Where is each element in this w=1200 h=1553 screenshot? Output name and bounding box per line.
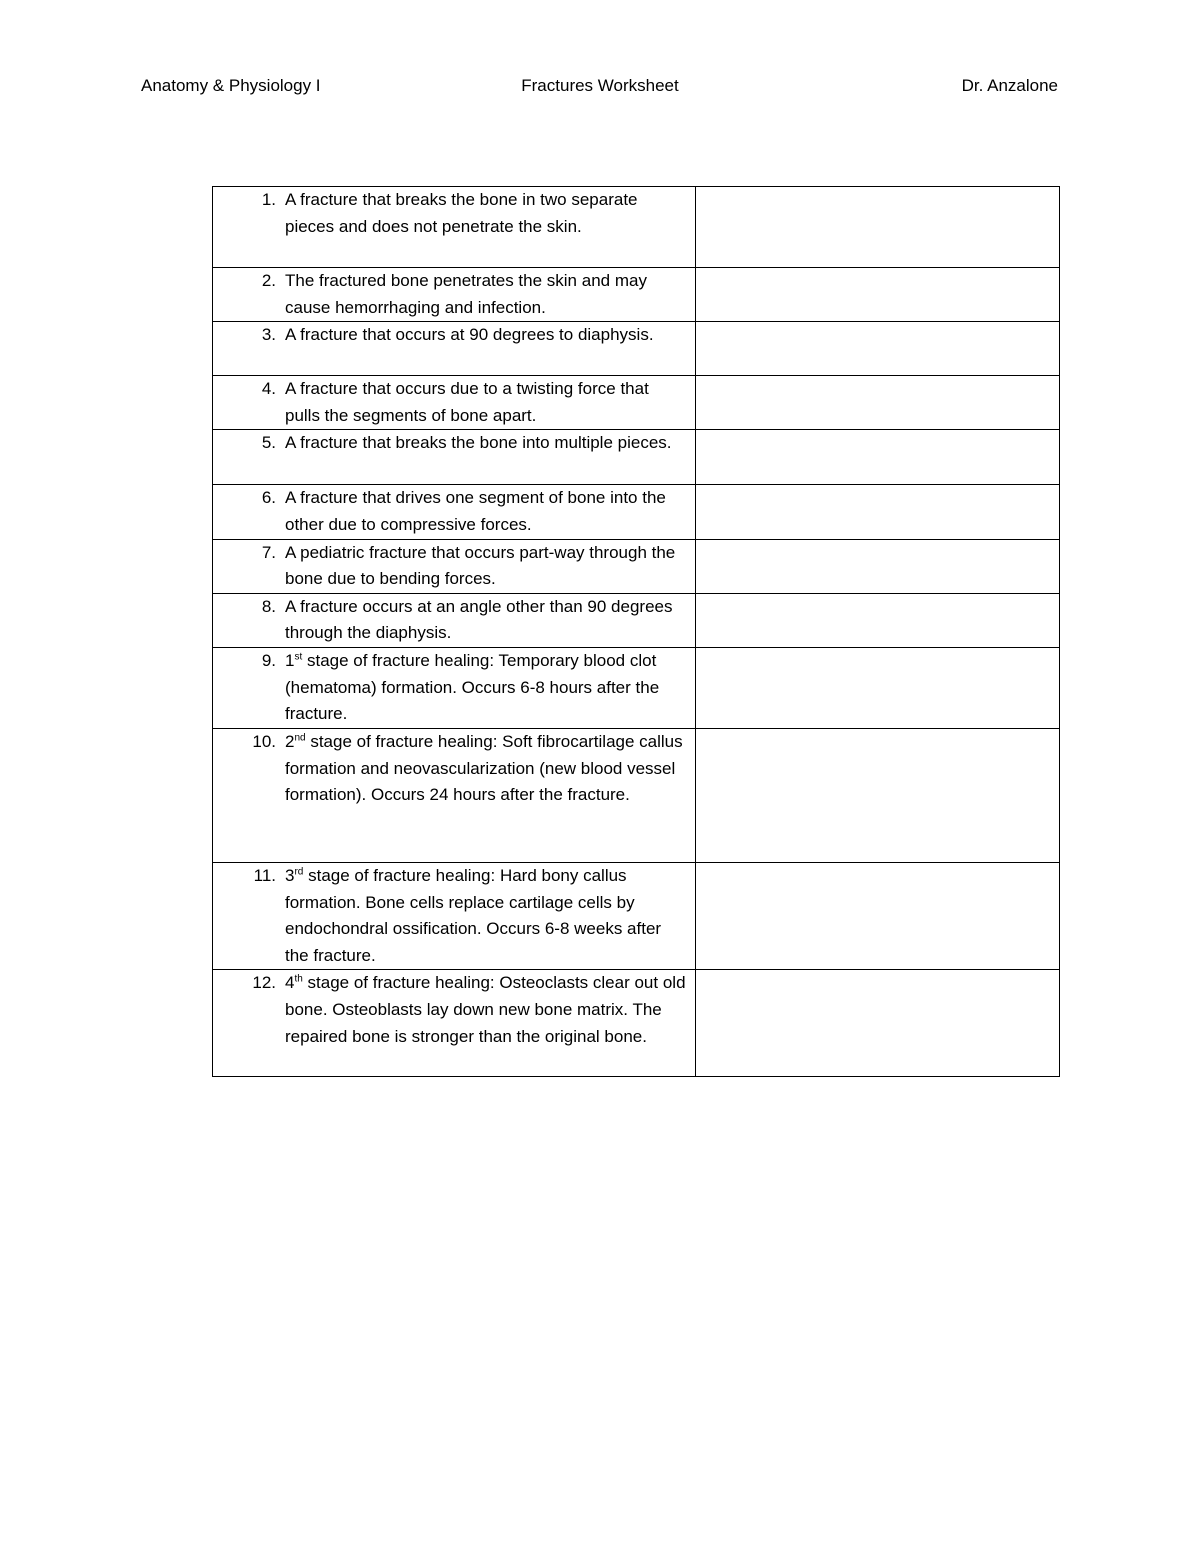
question-number: 4.: [261, 379, 276, 399]
stage-description: stage of fracture healing: Hard bony callus formation. Bone cells replace cartilage cells by endochondral ossification. Occurs 6-8 weeks after the fracture.: [285, 865, 662, 965]
ordinal-suffix: st: [294, 651, 303, 663]
table-row: [213, 322, 1060, 376]
answer-cell[interactable]: [696, 376, 1060, 430]
fractures-table: [212, 186, 1060, 1077]
answer-cell[interactable]: [696, 485, 1060, 539]
answer-cell[interactable]: [696, 647, 1060, 728]
answer-cell[interactable]: [696, 862, 1060, 969]
question-number: 7.: [261, 542, 276, 562]
question-cell: [213, 647, 696, 728]
stage-ordinal: 4: [285, 973, 295, 993]
stage-description: stage of fracture healing: Osteoclasts clear out old bone. Osteoblasts lay down new bone matrix. The repaired bone is stronger than the original bone.: [285, 973, 686, 1046]
question-cell: [213, 593, 696, 647]
question-text: A fracture that breaks the bone in two separate pieces and does not penetrate the skin.: [285, 190, 638, 236]
stage-description: stage of fracture healing: Soft fibrocartilage callus formation and neovascularization (new blood vessel formation). Occurs 24 hours after the fracture.: [285, 731, 683, 805]
table-row: [213, 647, 1060, 728]
answer-cell[interactable]: [696, 430, 1060, 485]
question-text: The fractured bone penetrates the skin and may cause hemorrhaging and infection.: [285, 271, 647, 317]
question-text: A fracture that breaks the bone into multiple pieces.: [285, 433, 672, 453]
answer-cell[interactable]: [696, 728, 1060, 862]
answer-cell[interactable]: [696, 539, 1060, 593]
table-row: [213, 268, 1060, 322]
question-text: [285, 970, 695, 1050]
table-row: [213, 970, 1060, 1077]
course-title: Anatomy & Physiology I: [141, 76, 321, 95]
question-cell: [213, 539, 696, 593]
table-row: [213, 430, 1060, 485]
instructor-name: Dr. Anzalone: [961, 76, 1058, 95]
ordinal-suffix: rd: [294, 866, 304, 878]
question-text: A fracture that occurs due to a twisting force that pulls the segments of bone apart.: [285, 379, 649, 425]
answer-cell[interactable]: [696, 593, 1060, 647]
stage-ordinal: 1: [285, 650, 295, 670]
question-text: A pediatric fracture that occurs part-way through the bone due to bending forces.: [285, 542, 676, 589]
answer-cell[interactable]: [696, 268, 1060, 322]
question-text: A fracture that occurs at 90 degrees to diaphysis.: [285, 325, 654, 345]
answer-cell[interactable]: [696, 322, 1060, 376]
stage-ordinal: 3: [285, 865, 295, 885]
table-row: [213, 376, 1060, 430]
question-number: 11.: [253, 865, 276, 885]
table-row: [213, 485, 1060, 539]
question-cell: [213, 970, 696, 1077]
question-cell: [213, 187, 696, 268]
ordinal-suffix: nd: [294, 732, 306, 744]
worksheet-title: Fractures Worksheet: [521, 76, 679, 95]
stage-ordinal: 2: [285, 731, 295, 751]
answer-cell[interactable]: [696, 187, 1060, 268]
question-cell: [213, 268, 696, 322]
question-number: 6.: [261, 488, 276, 508]
ordinal-suffix: th: [294, 973, 303, 985]
question-number: 3.: [261, 325, 276, 345]
table-row: [213, 728, 1060, 862]
question-cell: [213, 728, 696, 862]
question-cell: [213, 862, 696, 969]
question-number: 8.: [261, 596, 276, 616]
question-number: 5.: [261, 433, 276, 453]
table-row: [213, 187, 1060, 268]
question-text: [285, 863, 695, 969]
question-number: 2.: [261, 271, 276, 290]
table-row: [213, 593, 1060, 647]
question-cell: [213, 430, 696, 485]
question-text: [285, 729, 695, 809]
question-cell: [213, 485, 696, 539]
question-text: A fracture occurs at an angle other than 90 degrees through the diaphysis.: [285, 596, 673, 643]
page-header: [0, 72, 1200, 100]
question-cell: [213, 322, 696, 376]
question-text: [285, 648, 695, 728]
table-row: [213, 539, 1060, 593]
question-text: A fracture that drives one segment of bone into the other due to compressive forces.: [285, 488, 666, 534]
stage-description: stage of fracture healing: Temporary blood clot (hematoma) formation. Occurs 6-8 hours after the fracture.: [285, 650, 660, 724]
question-cell: [213, 376, 696, 430]
question-number: 9.: [261, 650, 276, 670]
answer-cell[interactable]: [696, 970, 1060, 1077]
table-row: [213, 862, 1060, 969]
question-number: 1.: [261, 190, 276, 209]
question-number: 10.: [252, 731, 276, 751]
question-number: 12.: [252, 973, 276, 993]
